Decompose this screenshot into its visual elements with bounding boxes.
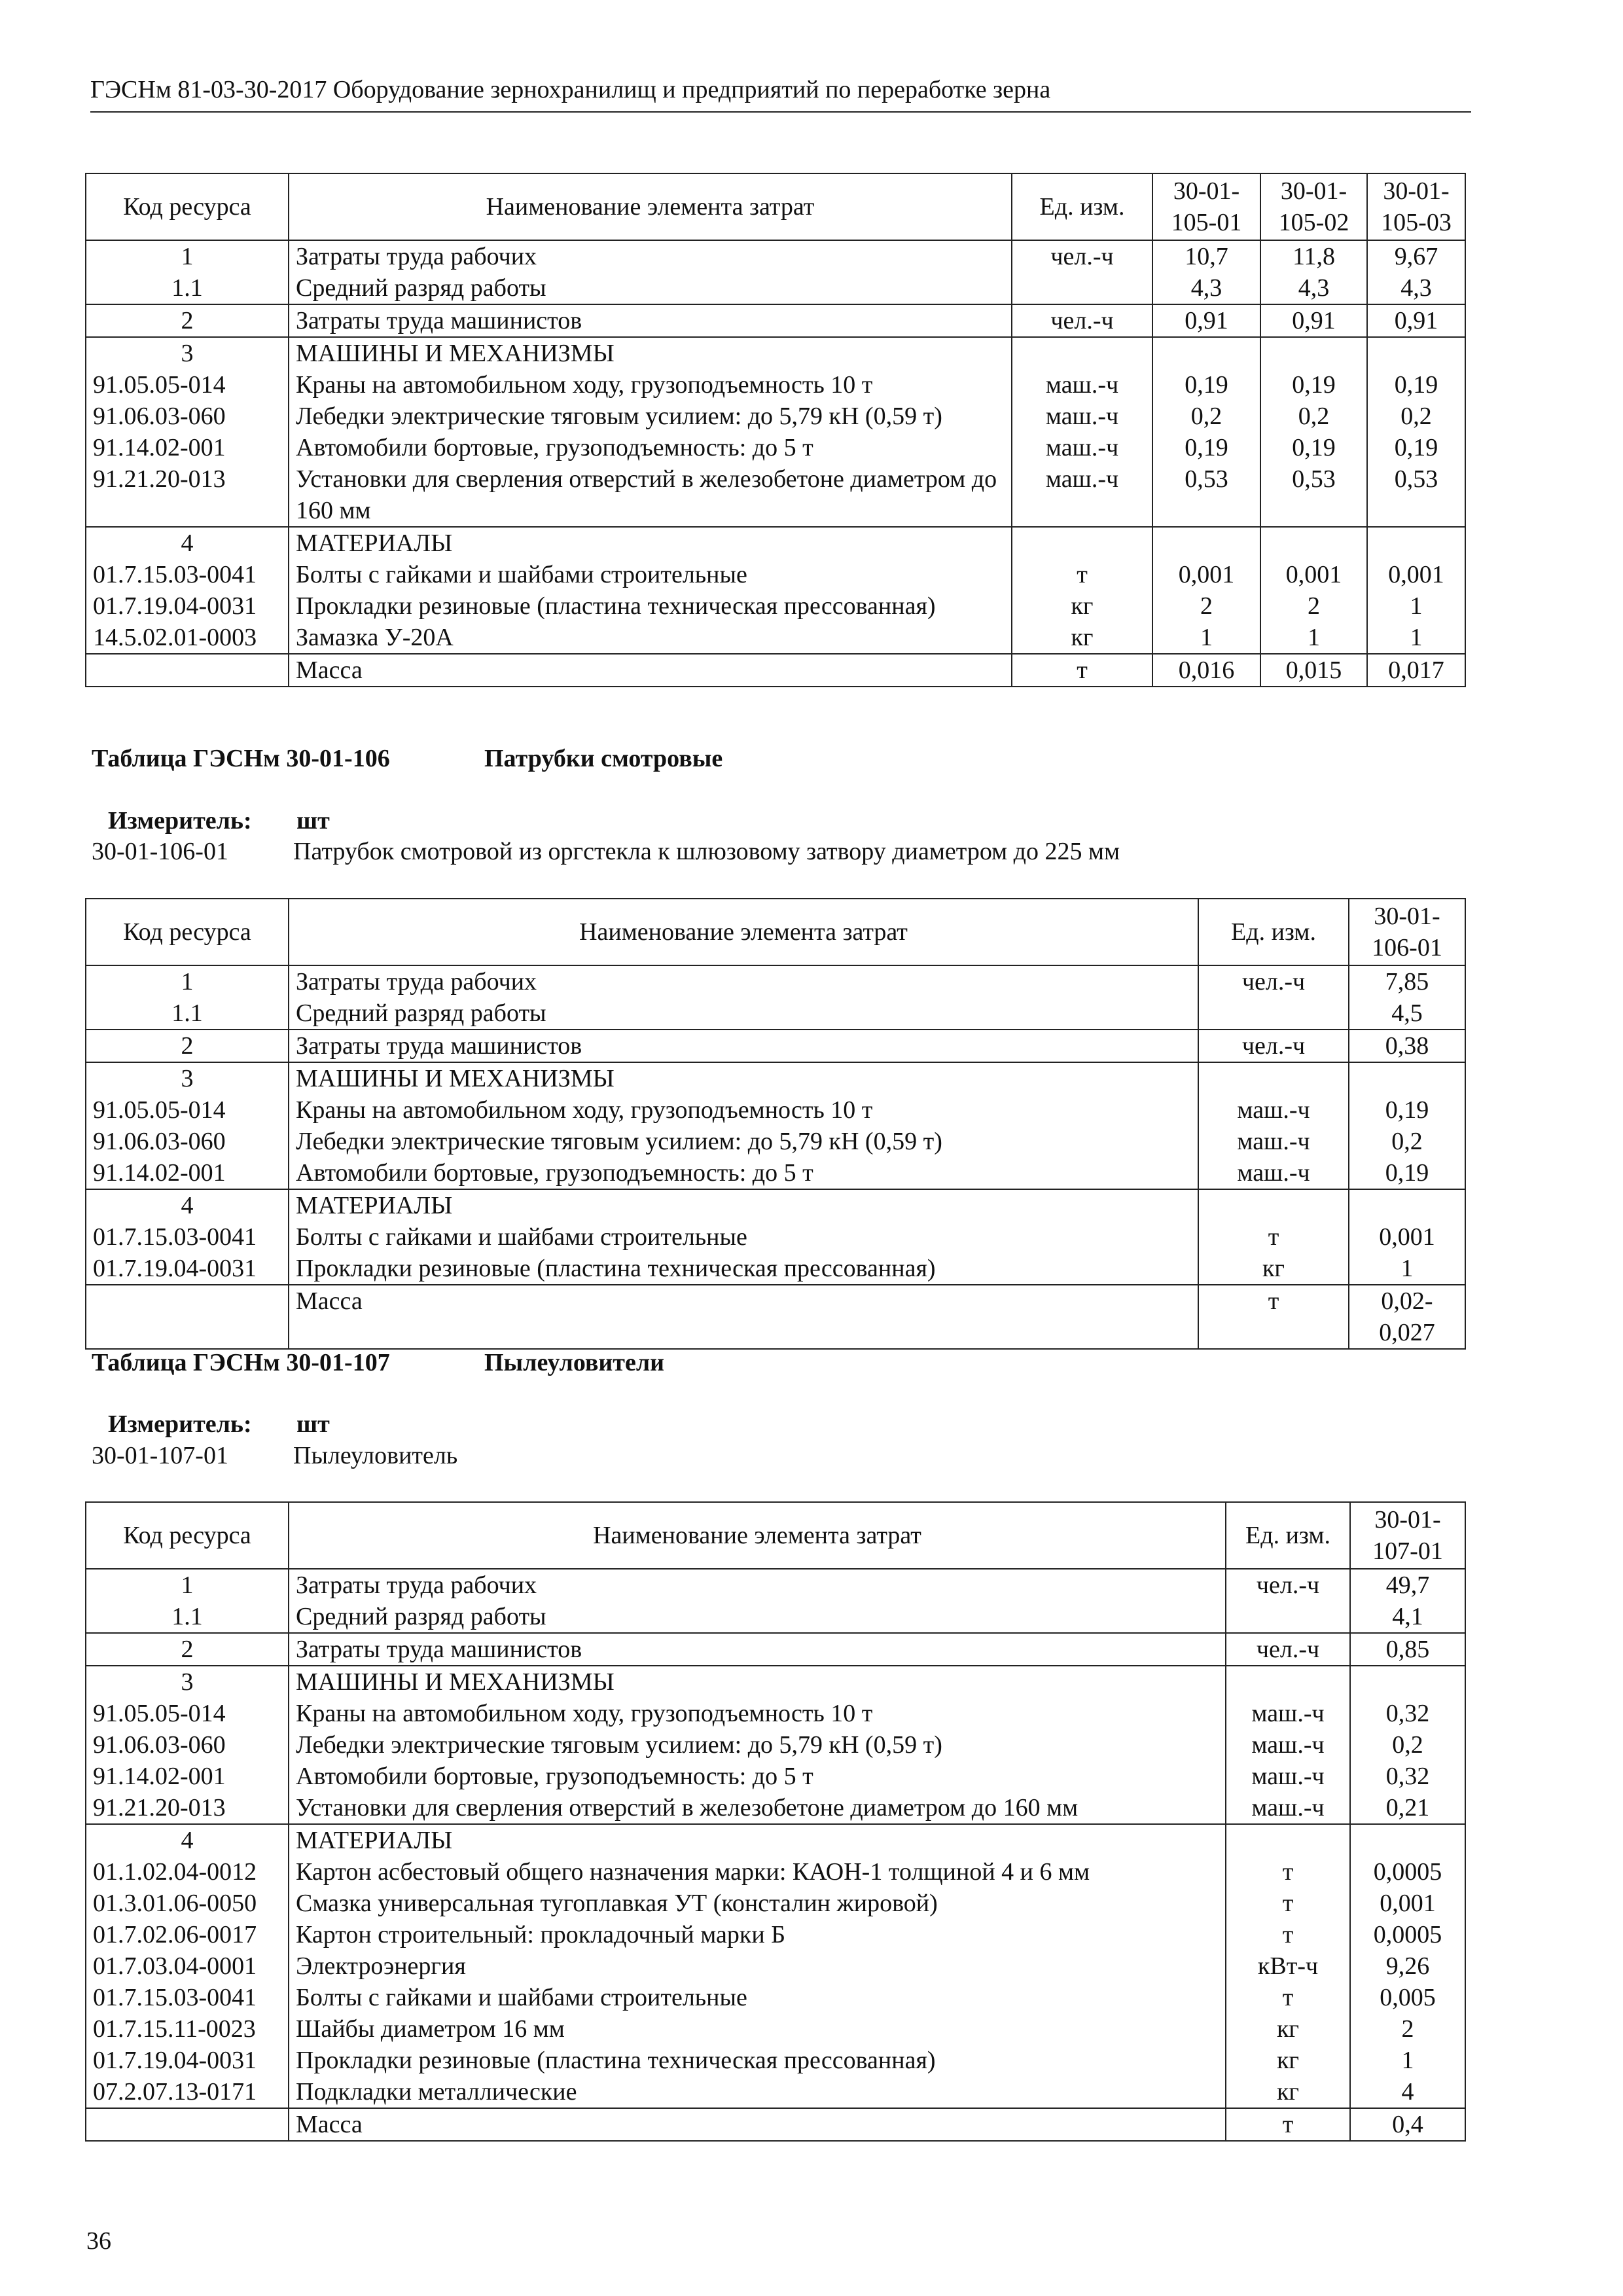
resource-code: 01.7.15.03-0041 xyxy=(86,559,289,590)
norm-value: 0,02-0,027 xyxy=(1349,1285,1465,1349)
cost-element-name: Подкладки металлические xyxy=(289,2076,1226,2108)
resource-code: 01.3.01.06-0050 xyxy=(86,1888,289,1919)
norm-value xyxy=(1349,1189,1465,1221)
norm-value xyxy=(1260,337,1367,369)
cost-element-name: Масса xyxy=(289,2108,1226,2141)
norm-value xyxy=(1152,527,1260,559)
norm-value: 0,2 xyxy=(1152,401,1260,432)
norm-value: 0,53 xyxy=(1367,463,1465,527)
table-row xyxy=(86,1569,1465,1601)
norm-value: 0,4 xyxy=(1350,2108,1465,2141)
cost-element-name: Смазка универсальная тугоплавкая УТ (консталин жировой) xyxy=(289,1888,1226,1919)
cost-element-name: Прокладки резиновые (пластина техническая прессованная) xyxy=(289,1253,1198,1285)
resource-code: 4 xyxy=(86,1189,289,1221)
unit-cell: чел.-ч xyxy=(1198,1030,1349,1062)
resource-code xyxy=(86,2108,289,2141)
resource-code: 91.05.05-014 xyxy=(86,1698,289,1729)
resource-table-30-01-106 xyxy=(85,898,1466,1350)
table-row xyxy=(86,559,1465,590)
resource-code: 07.2.07.13-0171 xyxy=(86,2076,289,2108)
section-heading: МАШИНЫ И МЕХАНИЗМЫ xyxy=(289,1062,1198,1094)
table-row xyxy=(86,1221,1465,1253)
header-norm-column: 30-01-105-02 xyxy=(1260,173,1367,240)
table-row xyxy=(86,997,1465,1030)
position-code: 30-01-107-01 xyxy=(92,1442,228,1469)
table-row xyxy=(86,1126,1465,1157)
norm-value: 11,8 xyxy=(1260,240,1367,272)
unit-cell xyxy=(1226,1666,1350,1698)
table-row xyxy=(86,1761,1465,1792)
section-heading: МАШИНЫ И МЕХАНИЗМЫ xyxy=(289,337,1012,369)
position-line xyxy=(92,1440,458,1471)
position-description: Пылеуловитель xyxy=(293,1442,458,1469)
norm-value: 0,32 xyxy=(1350,1761,1465,1792)
norm-value: 0,001 xyxy=(1260,559,1367,590)
running-header: ГЭСНм 81-03-30-2017 Оборудование зернохранилищ и предприятий по переработке зерна xyxy=(90,71,1471,113)
cost-element-name: Картон строительный: прокладочный марки Б xyxy=(289,1919,1226,1950)
cost-element-name: Установки для сверления отверстий в железобетоне диаметром до 160 мм xyxy=(289,463,1012,527)
unit-cell: кг xyxy=(1198,1253,1349,1285)
header-resource-code: Код ресурса xyxy=(86,173,289,240)
resource-code: 1.1 xyxy=(86,1601,289,1633)
page-number: 36 xyxy=(86,2227,111,2255)
cost-element-name: Болты с гайками и шайбами строительные xyxy=(289,559,1012,590)
norm-value: 10,7 xyxy=(1152,240,1260,272)
norm-value: 0,91 xyxy=(1152,304,1260,337)
unit-cell: маш.-ч xyxy=(1198,1157,1349,1189)
norm-value: 0,017 xyxy=(1367,654,1465,687)
unit-cell: т xyxy=(1226,1919,1350,1950)
resource-code: 01.7.15.03-0041 xyxy=(86,1982,289,2013)
table-row xyxy=(86,2013,1465,2045)
table-row xyxy=(86,1824,1465,1856)
cost-element-name: Затраты труда машинистов xyxy=(289,1030,1198,1062)
position-description: Патрубок смотровой из оргстекла к шлюзовому затвору диаметром до 225 мм xyxy=(293,838,1120,865)
table-row xyxy=(86,1792,1465,1824)
table-row xyxy=(86,2045,1465,2076)
norm-value: 0,001 xyxy=(1350,1888,1465,1919)
table-row xyxy=(86,590,1465,622)
resource-code: 91.05.05-014 xyxy=(86,369,289,401)
table-row xyxy=(86,1633,1465,1666)
cost-element-name: Лебедки электрические тяговым усилием: до 5,79 кН (0,59 т) xyxy=(289,401,1012,432)
cost-element-name: Болты с гайками и шайбами строительные xyxy=(289,1221,1198,1253)
table-row xyxy=(86,401,1465,432)
norm-value: 2 xyxy=(1350,2013,1465,2045)
norm-value: 0,2 xyxy=(1350,1729,1465,1761)
norm-value: 0,19 xyxy=(1349,1157,1465,1189)
table-row xyxy=(86,1253,1465,1285)
meter-label: Измеритель: xyxy=(108,807,252,834)
header-unit: Ед. изм. xyxy=(1012,173,1152,240)
unit-cell: т xyxy=(1226,1982,1350,2013)
norm-value: 0,19 xyxy=(1260,369,1367,401)
cost-element-name: Краны на автомобильном ходу, грузоподъемность 10 т xyxy=(289,369,1012,401)
resource-code xyxy=(86,654,289,687)
resource-code: 01.7.03.04-0001 xyxy=(86,1950,289,1982)
unit-cell: кг xyxy=(1226,2013,1350,2045)
unit-cell: маш.-ч xyxy=(1226,1792,1350,1824)
cost-element-name: Затраты труда рабочих xyxy=(289,965,1198,997)
unit-cell: т xyxy=(1198,1285,1349,1349)
cost-element-name: Масса xyxy=(289,1285,1198,1349)
norm-value: 4,5 xyxy=(1349,997,1465,1030)
cost-element-name: Автомобили бортовые, грузоподъемность: до 5 т xyxy=(289,1157,1198,1189)
unit-cell: чел.-ч xyxy=(1198,965,1349,997)
table-row xyxy=(86,1094,1465,1126)
unit-cell: т xyxy=(1012,559,1152,590)
section-heading: МАТЕРИАЛЫ xyxy=(289,1824,1226,1856)
table-row xyxy=(86,1601,1465,1633)
norm-value: 4,3 xyxy=(1260,272,1367,304)
unit-cell: кг xyxy=(1226,2076,1350,2108)
resource-code: 91.14.02-001 xyxy=(86,432,289,463)
norm-value: 2 xyxy=(1152,590,1260,622)
unit-cell: чел.-ч xyxy=(1012,304,1152,337)
header-cost-element-name: Наименование элемента затрат xyxy=(289,1502,1226,1569)
norm-value: 1 xyxy=(1152,622,1260,654)
norm-value xyxy=(1260,527,1367,559)
norm-value: 0,19 xyxy=(1349,1094,1465,1126)
norm-value: 0,2 xyxy=(1349,1126,1465,1157)
header-unit: Ед. изм. xyxy=(1198,899,1349,965)
unit-cell: кВт-ч xyxy=(1226,1950,1350,1982)
norm-value: 0,19 xyxy=(1367,369,1465,401)
resource-code: 01.7.19.04-0031 xyxy=(86,2045,289,2076)
resource-code: 91.06.03-060 xyxy=(86,1729,289,1761)
resource-code: 91.06.03-060 xyxy=(86,1126,289,1157)
table-row xyxy=(86,463,1465,527)
meter-value: шт xyxy=(296,807,330,834)
cost-element-name: Лебедки электрические тяговым усилием: до 5,79 кН (0,59 т) xyxy=(289,1729,1226,1761)
resource-code: 2 xyxy=(86,1030,289,1062)
header-norm-column: 30-01-107-01 xyxy=(1350,1502,1465,1569)
table-row xyxy=(86,1950,1465,1982)
norm-value: 0,001 xyxy=(1367,559,1465,590)
norm-value xyxy=(1152,337,1260,369)
resource-code: 01.7.15.11-0023 xyxy=(86,2013,289,2045)
resource-code: 1 xyxy=(86,240,289,272)
unit-cell: т xyxy=(1226,1888,1350,1919)
norm-value: 4,3 xyxy=(1152,272,1260,304)
cost-element-name: Болты с гайками и шайбами строительные xyxy=(289,1982,1226,2013)
resource-code: 3 xyxy=(86,1062,289,1094)
resource-code: 01.7.15.03-0041 xyxy=(86,1221,289,1253)
unit-cell: маш.-ч xyxy=(1198,1094,1349,1126)
table-row xyxy=(86,1919,1465,1950)
unit-cell xyxy=(1198,1062,1349,1094)
resource-code: 2 xyxy=(86,1633,289,1666)
unit-cell: кг xyxy=(1226,2045,1350,2076)
norm-value xyxy=(1350,1824,1465,1856)
norm-value xyxy=(1367,337,1465,369)
table-name: Патрубки смотровые xyxy=(484,745,723,772)
norm-value: 49,7 xyxy=(1350,1569,1465,1601)
cost-element-name: Электроэнергия xyxy=(289,1950,1226,1982)
norm-value: 0,85 xyxy=(1350,1633,1465,1666)
section-heading: МАШИНЫ И МЕХАНИЗМЫ xyxy=(289,1666,1226,1698)
unit-cell: чел.-ч xyxy=(1226,1633,1350,1666)
norm-value xyxy=(1349,1062,1465,1094)
unit-cell: чел.-ч xyxy=(1226,1569,1350,1601)
unit-cell: т xyxy=(1198,1221,1349,1253)
resource-code: 3 xyxy=(86,337,289,369)
table-label: Таблица ГЭСНм 30-01-106 xyxy=(92,745,390,772)
unit-cell: маш.-ч xyxy=(1226,1761,1350,1792)
norm-value: 0,19 xyxy=(1152,369,1260,401)
cost-element-name: Установки для сверления отверстий в железобетоне диаметром до 160 мм xyxy=(289,1792,1226,1824)
table-row xyxy=(86,527,1465,559)
unit-cell: т xyxy=(1226,2108,1350,2141)
table-row xyxy=(86,1982,1465,2013)
meter-line xyxy=(108,1408,330,1440)
table-row xyxy=(86,1157,1465,1189)
norm-value: 0,53 xyxy=(1152,463,1260,527)
table-label: Таблица ГЭСНм 30-01-107 xyxy=(92,1349,390,1376)
cost-element-name: Замазка У-20А xyxy=(289,622,1012,654)
resource-table-30-01-107 xyxy=(85,1501,1466,2142)
table-row xyxy=(86,304,1465,337)
norm-value: 1 xyxy=(1367,622,1465,654)
header-unit: Ед. изм. xyxy=(1226,1502,1350,1569)
meter-label: Измеритель: xyxy=(108,1410,252,1438)
table-row xyxy=(86,654,1465,687)
table-title-30-01-106 xyxy=(92,743,723,774)
resource-code: 91.14.02-001 xyxy=(86,1157,289,1189)
norm-value: 0,016 xyxy=(1152,654,1260,687)
resource-code: 91.21.20-013 xyxy=(86,1792,289,1824)
resource-code: 91.06.03-060 xyxy=(86,401,289,432)
resource-code: 01.7.19.04-0031 xyxy=(86,1253,289,1285)
position-line xyxy=(92,836,1120,867)
norm-value: 0,0005 xyxy=(1350,1919,1465,1950)
cost-element-name: Затраты труда рабочих xyxy=(289,240,1012,272)
norm-value: 9,26 xyxy=(1350,1950,1465,1982)
norm-value: 1 xyxy=(1349,1253,1465,1285)
cost-element-name: Прокладки резиновые (пластина техническая прессованная) xyxy=(289,590,1012,622)
cost-element-name: Автомобили бортовые, грузоподъемность: до 5 т xyxy=(289,1761,1226,1792)
norm-value: 0,2 xyxy=(1367,401,1465,432)
norm-value: 1 xyxy=(1260,622,1367,654)
resource-code xyxy=(86,1285,289,1349)
cost-element-name: Картон асбестовый общего назначения марки: КАОН-1 толщиной 4 и 6 мм xyxy=(289,1856,1226,1888)
resource-code: 01.7.02.06-0017 xyxy=(86,1919,289,1950)
resource-code: 3 xyxy=(86,1666,289,1698)
norm-value: 0,19 xyxy=(1260,432,1367,463)
norm-value: 0,001 xyxy=(1152,559,1260,590)
cost-element-name: Краны на автомобильном ходу, грузоподъемность 10 т xyxy=(289,1698,1226,1729)
norm-value: 0,21 xyxy=(1350,1792,1465,1824)
norm-value: 4 xyxy=(1350,2076,1465,2108)
unit-cell: чел.-ч xyxy=(1012,240,1152,272)
cost-element-name: Лебедки электрические тяговым усилием: до 5,79 кН (0,59 т) xyxy=(289,1126,1198,1157)
header-resource-code: Код ресурса xyxy=(86,1502,289,1569)
unit-cell xyxy=(1226,1601,1350,1633)
cost-element-name: Краны на автомобильном ходу, грузоподъемность 10 т xyxy=(289,1094,1198,1126)
table-row xyxy=(86,2108,1465,2141)
table-row xyxy=(86,1189,1465,1221)
cost-element-name: Прокладки резиновые (пластина техническая прессованная) xyxy=(289,2045,1226,2076)
table-name: Пылеуловители xyxy=(484,1349,665,1376)
header-cost-element-name: Наименование элемента затрат xyxy=(289,899,1198,965)
table-row xyxy=(86,369,1465,401)
cost-element-name: Затраты труда машинистов xyxy=(289,304,1012,337)
resource-code: 1.1 xyxy=(86,997,289,1030)
table-row xyxy=(86,1729,1465,1761)
norm-value: 0,015 xyxy=(1260,654,1367,687)
header-resource-code: Код ресурса xyxy=(86,899,289,965)
resource-code: 1 xyxy=(86,965,289,997)
norm-value: 4,3 xyxy=(1367,272,1465,304)
unit-cell xyxy=(1012,527,1152,559)
header-cost-element-name: Наименование элемента затрат xyxy=(289,173,1012,240)
unit-cell: т xyxy=(1226,1856,1350,1888)
unit-cell: маш.-ч xyxy=(1198,1126,1349,1157)
resource-code: 91.21.20-013 xyxy=(86,463,289,527)
table-row xyxy=(86,1698,1465,1729)
unit-cell xyxy=(1012,272,1152,304)
cost-element-name: Затраты труда рабочих xyxy=(289,1569,1226,1601)
unit-cell: маш.-ч xyxy=(1226,1729,1350,1761)
resource-code: 14.5.02.01-0003 xyxy=(86,622,289,654)
norm-value: 0,005 xyxy=(1350,1982,1465,2013)
norm-value: 0,91 xyxy=(1367,304,1465,337)
table-row xyxy=(86,272,1465,304)
norm-value: 1 xyxy=(1367,590,1465,622)
unit-cell: маш.-ч xyxy=(1012,401,1152,432)
norm-value: 0,91 xyxy=(1260,304,1367,337)
unit-cell: маш.-ч xyxy=(1012,432,1152,463)
table-row xyxy=(86,2076,1465,2108)
resource-code: 4 xyxy=(86,527,289,559)
unit-cell: маш.-ч xyxy=(1012,369,1152,401)
norm-value: 0,38 xyxy=(1349,1030,1465,1062)
table-row xyxy=(86,1888,1465,1919)
table-row xyxy=(86,337,1465,369)
norm-value: 7,85 xyxy=(1349,965,1465,997)
header-norm-column: 30-01-105-03 xyxy=(1367,173,1465,240)
norm-value xyxy=(1367,527,1465,559)
table-row xyxy=(86,965,1465,997)
resource-table-30-01-105 xyxy=(85,173,1466,687)
cost-element-name: Затраты труда машинистов xyxy=(289,1633,1226,1666)
cost-element-name: Автомобили бортовые, грузоподъемность: до 5 т xyxy=(289,432,1012,463)
cost-element-name: Средний разряд работы xyxy=(289,997,1198,1030)
table-row xyxy=(86,1856,1465,1888)
norm-value: 0,53 xyxy=(1260,463,1367,527)
meter-value: шт xyxy=(296,1410,330,1438)
unit-cell xyxy=(1198,997,1349,1030)
norm-value: 0,32 xyxy=(1350,1698,1465,1729)
norm-value: 0,19 xyxy=(1367,432,1465,463)
header-norm-column: 30-01-105-01 xyxy=(1152,173,1260,240)
norm-value xyxy=(1350,1666,1465,1698)
unit-cell xyxy=(1012,337,1152,369)
meter-line xyxy=(108,805,330,836)
norm-value: 9,67 xyxy=(1367,240,1465,272)
section-heading: МАТЕРИАЛЫ xyxy=(289,1189,1198,1221)
unit-cell: маш.-ч xyxy=(1226,1698,1350,1729)
header-norm-column: 30-01-106-01 xyxy=(1349,899,1465,965)
resource-code: 91.14.02-001 xyxy=(86,1761,289,1792)
unit-cell: кг xyxy=(1012,590,1152,622)
unit-cell: т xyxy=(1012,654,1152,687)
norm-value: 0,19 xyxy=(1152,432,1260,463)
resource-code: 01.7.19.04-0031 xyxy=(86,590,289,622)
norm-value: 2 xyxy=(1260,590,1367,622)
table-row xyxy=(86,1030,1465,1062)
table-row xyxy=(86,1666,1465,1698)
table-row xyxy=(86,432,1465,463)
cost-element-name: Шайбы диаметром 16 мм xyxy=(289,2013,1226,2045)
unit-cell: кг xyxy=(1012,622,1152,654)
norm-value: 0,001 xyxy=(1349,1221,1465,1253)
resource-code: 01.1.02.04-0012 xyxy=(86,1856,289,1888)
cost-element-name: Средний разряд работы xyxy=(289,272,1012,304)
norm-value: 4,1 xyxy=(1350,1601,1465,1633)
table-row xyxy=(86,1285,1465,1349)
cost-element-name: Средний разряд работы xyxy=(289,1601,1226,1633)
table-title-30-01-107 xyxy=(92,1347,665,1378)
norm-value: 0,2 xyxy=(1260,401,1367,432)
unit-cell xyxy=(1198,1189,1349,1221)
table-row xyxy=(86,240,1465,272)
norm-value: 1 xyxy=(1350,2045,1465,2076)
resource-code: 91.05.05-014 xyxy=(86,1094,289,1126)
table-row xyxy=(86,1062,1465,1094)
section-heading: МАТЕРИАЛЫ xyxy=(289,527,1012,559)
resource-code: 2 xyxy=(86,304,289,337)
resource-code: 1 xyxy=(86,1569,289,1601)
cost-element-name: Масса xyxy=(289,654,1012,687)
table-row xyxy=(86,622,1465,654)
position-code: 30-01-106-01 xyxy=(92,838,228,865)
unit-cell xyxy=(1226,1824,1350,1856)
resource-code: 4 xyxy=(86,1824,289,1856)
resource-code: 1.1 xyxy=(86,272,289,304)
norm-value: 0,0005 xyxy=(1350,1856,1465,1888)
unit-cell: маш.-ч xyxy=(1012,463,1152,527)
